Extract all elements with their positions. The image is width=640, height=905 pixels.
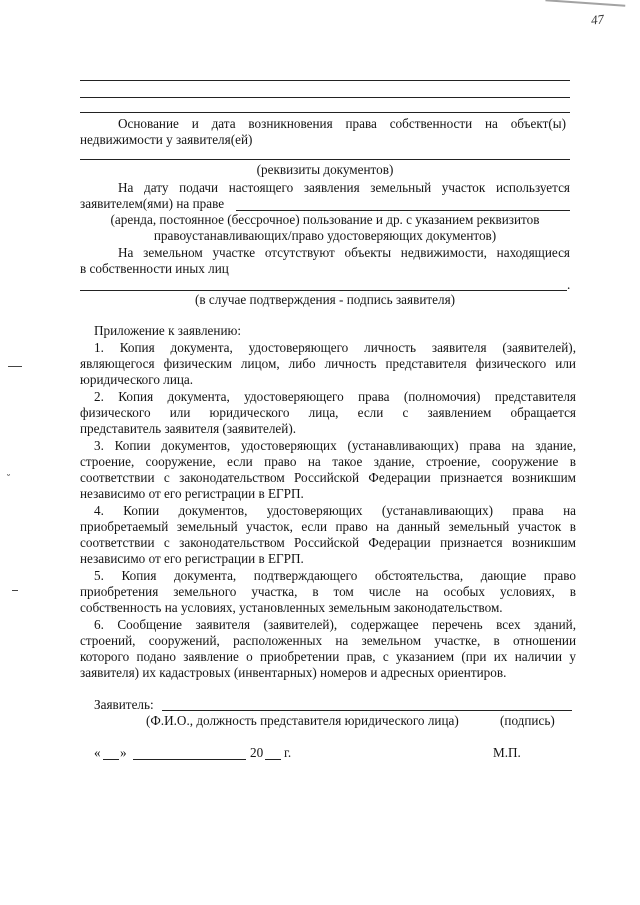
no-objects-end-mark: . — [567, 277, 571, 292]
attachment-line: 3. Копии документов, удостоверяющих (устанавливающих) права на здание, — [94, 438, 576, 453]
attachment-line: физического или юридического лица, если с заявлением обращается — [80, 405, 576, 420]
attachment-line: собственность на условиях, установленных земельным законодательством. — [80, 600, 503, 615]
attachment-line: представитель заявителя (заявителей). — [80, 421, 297, 436]
attachment-line: приобретения земельного участка, в том числе на особых условиях, в — [80, 584, 576, 599]
blank-line — [80, 80, 570, 81]
attachment-line: являющегося физическим лицом, либо личность представителя физического или — [80, 356, 576, 371]
confirmation-signature-field[interactable] — [80, 290, 567, 291]
applicant-label: Заявитель: — [94, 697, 154, 712]
attachment-line: заявителя) их кадастровых (инвентарных) номеров и адресных ориентиров. — [80, 665, 507, 680]
applicant-name-caption: (Ф.И.О., должность представителя юридического лица) — [146, 713, 459, 728]
date-open-quote: « — [94, 745, 101, 760]
seal-label: М.П. — [493, 745, 521, 760]
land-use-caption1: (аренда, постоянное (бессрочное) пользование и др. с указанием реквизитов — [110, 212, 540, 227]
documents-details-field[interactable] — [80, 159, 570, 160]
applicant-name-field[interactable] — [162, 710, 572, 711]
no-objects-line1: На земельном участке отсутствуют объекты недвижимости, находящиеся — [118, 245, 570, 260]
attachment-line: независимо от его регистрации в ЕГРП. — [80, 551, 304, 566]
attachment-line: юридического лица. — [80, 372, 194, 387]
attachment-line: 2. Копия документа, удостоверяющего права (полномочия) представителя — [94, 389, 576, 404]
year-field[interactable] — [265, 759, 281, 760]
attachment-line: 5. Копия документа, подтверждающего обстоятельства, дающие право — [94, 568, 576, 583]
attachment-line: которого подано заявление о приобретении прав, с указанием (при их наличии у — [80, 649, 576, 664]
attachment-line: 1. Копия документа, удостоверяющего личность заявителя (заявителей), — [94, 340, 576, 355]
attachment-line: 6. Сообщение заявителя (заявителей), содержащее перечень всех зданий, — [94, 617, 576, 632]
year-prefix: 20 — [250, 745, 264, 760]
confirmation-caption: (в случае подтверждения - подпись заявителя) — [194, 292, 456, 307]
date-close-quote: » — [120, 745, 127, 760]
signature-caption: (подпись) — [500, 713, 555, 728]
attachment-line: соответствии с законодательством Российской Федерации признается возникшим — [80, 470, 576, 485]
attachment-line: соответствии с законодательством Российской Федерации признается возникшим — [80, 535, 576, 550]
attachment-line: приобретаемый земельный участок, если право на данный земельный участок в — [80, 519, 576, 534]
attachment-line: 4. Копии документов, удостоверяющих (устанавливающих) права на — [94, 503, 576, 518]
blank-line — [80, 97, 570, 98]
attachments-title: Приложение к заявлению: — [94, 323, 242, 338]
day-field[interactable] — [103, 759, 119, 760]
attachment-line: строение, сооружение, если право на такое здание, строение, сооружение в — [80, 454, 576, 469]
month-field[interactable] — [133, 759, 246, 760]
land-use-right-field[interactable] — [236, 210, 570, 211]
documents-details-caption: (реквизиты документов) — [256, 162, 394, 177]
blank-line — [80, 112, 570, 113]
margin-mark: ˘ — [6, 474, 11, 485]
margin-mark — [12, 590, 18, 591]
scan-smudge — [545, 0, 626, 17]
page-number: 47 — [590, 11, 605, 28]
ownership-basis-line1: Основание и дата возникновения права собственности на объект(ы) — [118, 116, 566, 131]
margin-mark — [8, 366, 22, 367]
land-use-caption2: правоустанавливающих/право удостоверяющих документов) — [153, 228, 497, 243]
land-use-line1: На дату подачи настоящего заявления земельный участок используется — [118, 180, 570, 195]
attachment-line: независимо от его регистрации в ЕГРП. — [80, 486, 304, 501]
year-suffix: г. — [284, 745, 292, 760]
land-use-line2: заявителем(ями) на праве — [80, 196, 225, 211]
no-objects-line2: в собственности иных лиц — [80, 261, 229, 276]
attachment-line: строений, сооружений, расположенных на земельном участке, в отношении — [80, 633, 576, 648]
ownership-basis-line2: недвижимости у заявителя(ей) — [80, 132, 253, 147]
